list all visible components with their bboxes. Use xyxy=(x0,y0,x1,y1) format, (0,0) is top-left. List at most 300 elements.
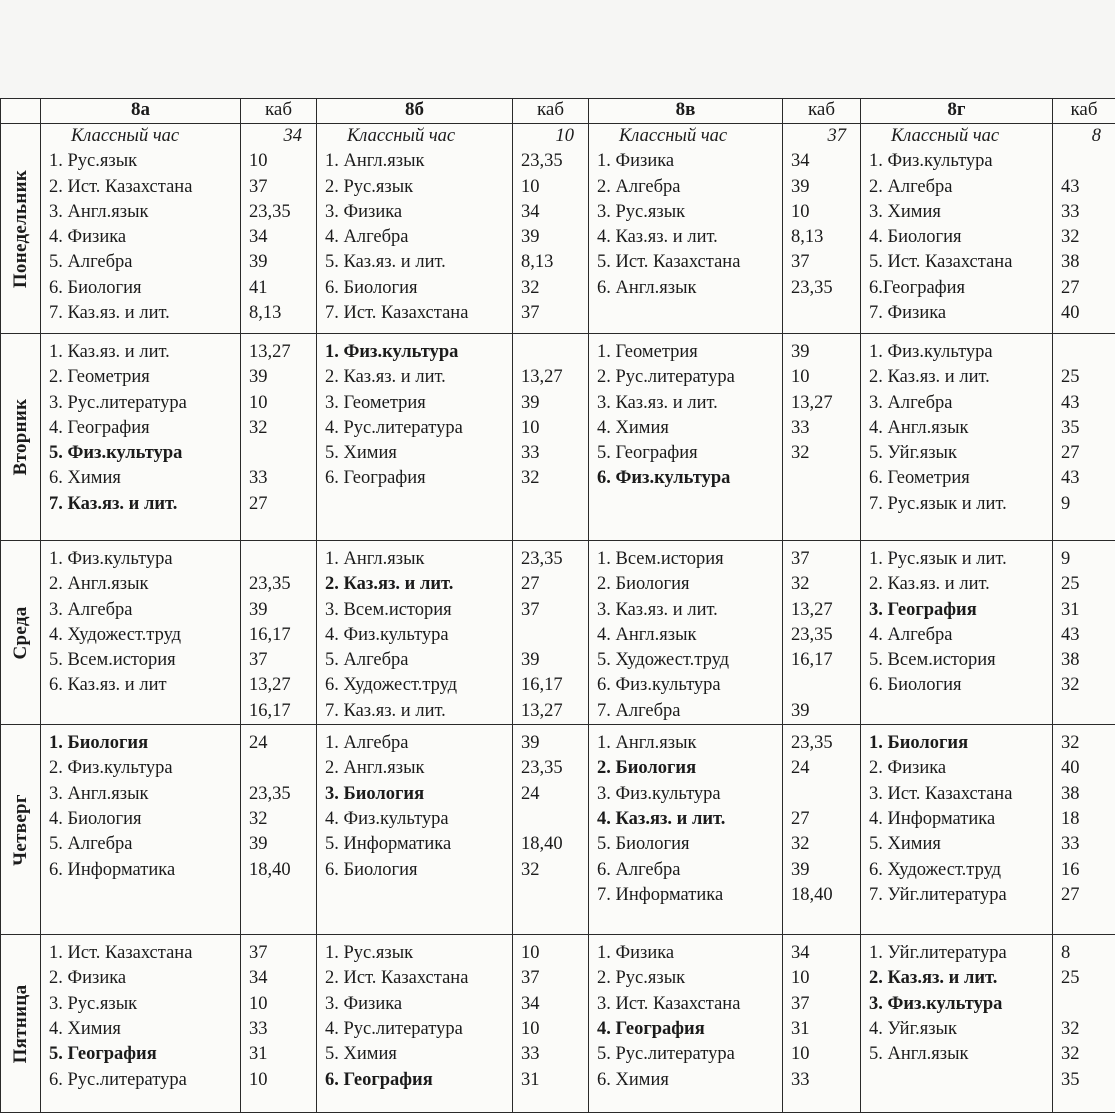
lesson-subject: 6. Химия xyxy=(597,1068,782,1093)
lesson-subject: 3. Физика xyxy=(325,992,512,1017)
lesson-room: 16,17 xyxy=(791,648,860,673)
lesson-room: 39 xyxy=(791,340,860,365)
lesson-room: 13,27 xyxy=(521,365,588,390)
lesson-room: 39 xyxy=(791,699,860,724)
lesson-room: 39 xyxy=(521,391,588,416)
homeroom-label: Классный час xyxy=(49,124,240,149)
lesson-subject: 5. Англ.язык xyxy=(869,1042,1052,1067)
lesson-subject: 3. Ист. Казахстана xyxy=(869,782,1052,807)
lesson-room: 38 xyxy=(1061,782,1115,807)
lesson-room: 24 xyxy=(249,731,316,756)
lesson-subject: 1. Рус.язык xyxy=(49,149,240,174)
lesson-room: 10 xyxy=(791,365,860,390)
lesson-room: 39 xyxy=(249,250,316,275)
lesson-subject: 4. Рус.литература xyxy=(325,1017,512,1042)
lesson-subject: 5. Алгебра xyxy=(325,648,512,673)
lesson-room: 38 xyxy=(1061,250,1115,275)
lesson-room xyxy=(249,756,316,781)
lesson-room: 10 xyxy=(521,175,588,200)
lesson-subject: 5. Химия xyxy=(325,441,512,466)
lesson-room: 38 xyxy=(1061,648,1115,673)
lesson-room: 8,13 xyxy=(521,250,588,275)
lesson-subject: 2. Каз.яз. и лит. xyxy=(325,365,512,390)
header-class-8v: 8в xyxy=(589,99,783,124)
lesson-room: 13,27 xyxy=(521,699,588,724)
lesson-room: 33 xyxy=(1061,200,1115,225)
lesson-room: 35 xyxy=(1061,416,1115,441)
lesson-room: 23,35 xyxy=(521,547,588,572)
rooms-cell-8v xyxy=(783,124,861,334)
lesson-subject: 3. Рус.язык xyxy=(597,200,782,225)
header-room-8g: каб xyxy=(1053,99,1115,124)
day-cell xyxy=(1,725,41,935)
lesson-subject: 6. Биология xyxy=(49,276,240,301)
lesson-subject: 1. Алгебра xyxy=(325,731,512,756)
lesson-room: 39 xyxy=(791,858,860,883)
lesson-subject: 2. Физ.культура xyxy=(49,756,240,781)
lesson-subject: 7. Ист. Казахстана xyxy=(325,301,512,326)
lesson-room: 23,35 xyxy=(521,149,588,174)
lesson-subject: 6. Биология xyxy=(325,276,512,301)
lesson-subject xyxy=(49,699,240,724)
lesson-room: 40 xyxy=(1061,301,1115,326)
lesson-subject: 4. Уйг.язык xyxy=(869,1017,1052,1042)
lesson-room: 33 xyxy=(521,1042,588,1067)
lesson-subject: 2. Физика xyxy=(869,756,1052,781)
rooms-cell-8g xyxy=(1053,935,1115,1113)
lesson-subject: 1. Геометрия xyxy=(597,340,782,365)
lesson-subject: 3. Химия xyxy=(869,200,1052,225)
subjects-cell-8g xyxy=(861,935,1053,1113)
lesson-room: 23,35 xyxy=(249,200,316,225)
lesson-subject: 2. Рус.язык xyxy=(325,175,512,200)
lesson-room: 39 xyxy=(249,365,316,390)
day-cell xyxy=(1,541,41,725)
lesson-subject: 3. Физика xyxy=(325,200,512,225)
lesson-subject: 5. Физ.культура xyxy=(49,441,240,466)
header-class-8g: 8г xyxy=(861,99,1053,124)
lesson-room: 10 xyxy=(249,149,316,174)
lesson-subject: 2. Каз.яз. и лит. xyxy=(869,365,1052,390)
lesson-room xyxy=(521,807,588,832)
lesson-room: 10 xyxy=(249,1068,316,1093)
lesson-subject: 5. География xyxy=(49,1042,240,1067)
lesson-subject: 1. Каз.яз. и лит. xyxy=(49,340,240,365)
lesson-room: 18,40 xyxy=(791,883,860,908)
lesson-room: 32 xyxy=(521,466,588,491)
lesson-subject: 6. Каз.яз. и лит xyxy=(49,673,240,698)
header-room-8v: каб xyxy=(783,99,861,124)
lesson-subject: 1. Биология xyxy=(49,731,240,756)
lesson-subject: 1. Физ.культура xyxy=(869,149,1052,174)
lesson-room xyxy=(791,782,860,807)
subjects-cell-8a xyxy=(41,124,241,334)
lesson-room: 31 xyxy=(1061,598,1115,623)
lesson-subject: 1. Физ.культура xyxy=(869,340,1052,365)
lesson-subject: 4. География xyxy=(49,416,240,441)
lesson-subject: 6. Геометрия xyxy=(869,466,1052,491)
lesson-room xyxy=(521,340,588,365)
lesson-subject: 2. Ист. Казахстана xyxy=(49,175,240,200)
lesson-subject: 3. Физ.культура xyxy=(597,782,782,807)
rooms-cell-8a xyxy=(241,725,317,935)
lesson-room: 18,40 xyxy=(521,832,588,857)
lesson-subject: 6. Биология xyxy=(325,858,512,883)
day-label: Среда xyxy=(10,606,32,659)
lesson-room: 32 xyxy=(791,572,860,597)
rooms-cell-8g xyxy=(1053,334,1115,541)
subjects-cell-8b xyxy=(317,124,513,334)
lesson-room xyxy=(249,441,316,466)
lesson-subject: 1. Рус.язык и лит. xyxy=(869,547,1052,572)
lesson-room: 32 xyxy=(1061,1042,1115,1067)
day-row xyxy=(1,935,1115,1113)
lesson-subject: 6. Англ.язык xyxy=(597,276,782,301)
lesson-room xyxy=(249,547,316,572)
lesson-room: 9 xyxy=(1061,492,1115,517)
lesson-subject: 7. Алгебра xyxy=(597,699,782,724)
lesson-room xyxy=(1061,149,1115,174)
lesson-subject: 2. Рус.язык xyxy=(597,966,782,991)
subjects-cell-8v xyxy=(589,541,783,725)
lesson-room: 33 xyxy=(791,416,860,441)
lesson-room: 33 xyxy=(249,1017,316,1042)
lesson-subject: 3. Физ.культура xyxy=(869,992,1052,1017)
lesson-room: 43 xyxy=(1061,391,1115,416)
subjects-cell-8a xyxy=(41,541,241,725)
lesson-room: 24 xyxy=(791,756,860,781)
rooms-cell-8b xyxy=(513,725,589,935)
lesson-subject: 5. География xyxy=(597,441,782,466)
lesson-subject: 2. Ист. Казахстана xyxy=(325,966,512,991)
lesson-room xyxy=(791,673,860,698)
lesson-subject: 4. Каз.яз. и лит. xyxy=(597,807,782,832)
lesson-room: 23,35 xyxy=(791,731,860,756)
day-label: Пятница xyxy=(10,984,32,1063)
lesson-room: 25 xyxy=(1061,365,1115,390)
lesson-room: 24 xyxy=(521,782,588,807)
lesson-room: 23,35 xyxy=(791,623,860,648)
lesson-subject: 6. Биология xyxy=(869,673,1052,698)
lesson-subject: 3. Англ.язык xyxy=(49,200,240,225)
lesson-room: 32 xyxy=(1061,673,1115,698)
lesson-room: 33 xyxy=(249,466,316,491)
day-label: Вторник xyxy=(10,399,32,476)
lesson-room: 10 xyxy=(791,1042,860,1067)
lesson-room: 32 xyxy=(1061,731,1115,756)
rooms-cell-8v xyxy=(783,935,861,1113)
lesson-room: 32 xyxy=(249,807,316,832)
subjects-cell-8v xyxy=(589,725,783,935)
lesson-room: 16,17 xyxy=(249,623,316,648)
lesson-subject: 1. Биология xyxy=(869,731,1052,756)
lesson-subject: 3. Англ.язык xyxy=(49,782,240,807)
lesson-subject: 2. Алгебра xyxy=(869,175,1052,200)
lesson-subject: 3. Каз.яз. и лит. xyxy=(597,598,782,623)
lesson-subject: 6. Рус.литература xyxy=(49,1068,240,1093)
lesson-subject: 4. Англ.язык xyxy=(597,623,782,648)
header-room-8a: каб xyxy=(241,99,317,124)
lesson-subject: 1. Физ.культура xyxy=(49,547,240,572)
lesson-subject: 1. Англ.язык xyxy=(597,731,782,756)
lesson-room: 43 xyxy=(1061,466,1115,491)
lesson-room: 33 xyxy=(521,441,588,466)
lesson-subject: 6. Информатика xyxy=(49,858,240,883)
subjects-cell-8g xyxy=(861,124,1053,334)
lesson-subject: 1. Физ.культура xyxy=(325,340,512,365)
lesson-room: 9 xyxy=(1061,547,1115,572)
lesson-subject: 5. Всем.история xyxy=(49,648,240,673)
lesson-room: 32 xyxy=(1061,225,1115,250)
lesson-room: 13,27 xyxy=(249,340,316,365)
lesson-room: 13,27 xyxy=(249,673,316,698)
lesson-room: 34 xyxy=(249,124,316,149)
rooms-cell-8a xyxy=(241,541,317,725)
lesson-subject: 7. Физика xyxy=(869,301,1052,326)
lesson-room: 33 xyxy=(791,1068,860,1093)
lesson-room: 27 xyxy=(1061,276,1115,301)
lesson-room: 16,17 xyxy=(521,673,588,698)
subjects-cell-8b xyxy=(317,725,513,935)
lesson-subject: 2. Геометрия xyxy=(49,365,240,390)
lesson-room: 10 xyxy=(521,416,588,441)
rooms-cell-8a xyxy=(241,124,317,334)
lesson-room: 13,27 xyxy=(791,598,860,623)
header-class-8a: 8а xyxy=(41,99,241,124)
lesson-room: 18 xyxy=(1061,807,1115,832)
header-class-8b: 8б xyxy=(317,99,513,124)
lesson-room: 34 xyxy=(791,149,860,174)
lesson-room: 10 xyxy=(249,992,316,1017)
rooms-cell-8v xyxy=(783,725,861,935)
lesson-subject: 2. Каз.яз. и лит. xyxy=(869,572,1052,597)
lesson-room: 16 xyxy=(1061,858,1115,883)
lesson-room: 32 xyxy=(791,832,860,857)
lesson-room: 35 xyxy=(1061,1068,1115,1093)
rooms-cell-8g xyxy=(1053,541,1115,725)
rooms-cell-8a xyxy=(241,334,317,541)
lesson-room: 34 xyxy=(791,941,860,966)
subjects-cell-8g xyxy=(861,334,1053,541)
lesson-room xyxy=(521,623,588,648)
lesson-room: 39 xyxy=(521,731,588,756)
subjects-cell-8a xyxy=(41,334,241,541)
lesson-subject: 5. Уйг.язык xyxy=(869,441,1052,466)
lesson-room xyxy=(1061,340,1115,365)
lesson-subject: 4. Каз.яз. и лит. xyxy=(597,225,782,250)
lesson-subject: 1. Физика xyxy=(597,941,782,966)
lesson-room: 37 xyxy=(791,547,860,572)
lesson-subject: 6. Художест.труд xyxy=(869,858,1052,883)
lesson-room: 40 xyxy=(1061,756,1115,781)
lesson-subject: 2. Физика xyxy=(49,966,240,991)
lesson-subject: 1. Рус.язык xyxy=(325,941,512,966)
lesson-subject: 4. Алгебра xyxy=(869,623,1052,648)
lesson-subject: 1. Англ.язык xyxy=(325,149,512,174)
lesson-room xyxy=(1061,992,1115,1017)
lesson-subject: 3. Рус.литература xyxy=(49,391,240,416)
lesson-room: 23,35 xyxy=(249,782,316,807)
lesson-subject: 3. Алгебра xyxy=(49,598,240,623)
lesson-room xyxy=(791,466,860,491)
lesson-subject: 5. Химия xyxy=(325,1042,512,1067)
lesson-room: 37 xyxy=(249,941,316,966)
lesson-subject: 2. Биология xyxy=(597,756,782,781)
schedule-body xyxy=(1,124,1115,1113)
lesson-room: 25 xyxy=(1061,966,1115,991)
lesson-room: 10 xyxy=(249,391,316,416)
lesson-room: 37 xyxy=(249,648,316,673)
lesson-room: 8 xyxy=(1061,124,1115,149)
lesson-subject: 2. Биология xyxy=(597,572,782,597)
lesson-subject: 7. Информатика xyxy=(597,883,782,908)
lesson-subject: 6. География xyxy=(325,466,512,491)
lesson-subject: 4. Рус.литература xyxy=(325,416,512,441)
lesson-subject: 5. Информатика xyxy=(325,832,512,857)
lesson-subject: 4. Химия xyxy=(597,416,782,441)
lesson-subject: 2. Каз.яз. и лит. xyxy=(869,966,1052,991)
day-row xyxy=(1,541,1115,725)
lesson-subject: 2. Англ.язык xyxy=(49,572,240,597)
subjects-cell-8g xyxy=(861,541,1053,725)
lesson-subject: 5. Всем.история xyxy=(869,648,1052,673)
lesson-subject: 6. География xyxy=(325,1068,512,1093)
lesson-room: 37 xyxy=(521,598,588,623)
lesson-room: 37 xyxy=(521,301,588,326)
lesson-room: 32 xyxy=(249,416,316,441)
lesson-subject: 4. Физ.культура xyxy=(325,807,512,832)
lesson-subject: 3. Ист. Казахстана xyxy=(597,992,782,1017)
lesson-room: 37 xyxy=(791,124,860,149)
lesson-subject: 7. Каз.яз. и лит. xyxy=(49,492,240,517)
lesson-subject: 1. Англ.язык xyxy=(325,547,512,572)
lesson-room: 43 xyxy=(1061,623,1115,648)
subjects-cell-8a xyxy=(41,725,241,935)
subjects-cell-8b xyxy=(317,541,513,725)
rooms-cell-8g xyxy=(1053,725,1115,935)
rooms-cell-8v xyxy=(783,334,861,541)
lesson-subject: 3. Всем.история xyxy=(325,598,512,623)
lesson-subject: 2. Рус.литература xyxy=(597,365,782,390)
day-row xyxy=(1,334,1115,541)
lesson-room: 23,35 xyxy=(791,276,860,301)
lesson-subject: 2. Алгебра xyxy=(597,175,782,200)
day-cell xyxy=(1,935,41,1113)
subjects-cell-8v xyxy=(589,935,783,1113)
lesson-subject: 7. Рус.язык и лит. xyxy=(869,492,1052,517)
header-corner xyxy=(1,99,41,124)
lesson-subject: 5. Алгебра xyxy=(49,832,240,857)
lesson-room: 27 xyxy=(1061,883,1115,908)
lesson-room: 10 xyxy=(791,200,860,225)
day-label: Понедельник xyxy=(10,169,32,287)
lesson-subject: 1. Всем.история xyxy=(597,547,782,572)
lesson-subject: 5. Химия xyxy=(869,832,1052,857)
rooms-cell-8b xyxy=(513,124,589,334)
lesson-room: 10 xyxy=(521,1017,588,1042)
lesson-room: 27 xyxy=(791,807,860,832)
lesson-room: 13,27 xyxy=(791,391,860,416)
lesson-subject: 6. Химия xyxy=(49,466,240,491)
homeroom-label: Классный час xyxy=(869,124,1052,149)
subjects-cell-8v xyxy=(589,124,783,334)
subjects-cell-8b xyxy=(317,935,513,1113)
lesson-room: 32 xyxy=(1061,1017,1115,1042)
lesson-room: 27 xyxy=(249,492,316,517)
lesson-room: 23,35 xyxy=(521,756,588,781)
lesson-room: 32 xyxy=(791,441,860,466)
day-row xyxy=(1,124,1115,334)
lesson-subject: 6. Физ.культура xyxy=(597,673,782,698)
lesson-subject: 3. Геометрия xyxy=(325,391,512,416)
lesson-room: 39 xyxy=(521,225,588,250)
lesson-room: 39 xyxy=(791,175,860,200)
lesson-subject: 3. Каз.яз. и лит. xyxy=(597,391,782,416)
lesson-subject: 7. Каз.яз. и лит. xyxy=(325,699,512,724)
subjects-cell-8a xyxy=(41,935,241,1113)
lesson-room: 31 xyxy=(791,1017,860,1042)
lesson-subject xyxy=(869,1068,1052,1093)
lesson-room: 8 xyxy=(1061,941,1115,966)
lesson-subject: 5. Алгебра xyxy=(49,250,240,275)
lesson-subject: 3. География xyxy=(869,598,1052,623)
day-cell xyxy=(1,334,41,541)
lesson-subject: 4. Химия xyxy=(49,1017,240,1042)
subjects-cell-8b xyxy=(317,334,513,541)
lesson-room: 37 xyxy=(521,966,588,991)
header-room-8b: каб xyxy=(513,99,589,124)
day-row xyxy=(1,725,1115,935)
day-label: Четверг xyxy=(10,794,32,866)
lesson-room: 27 xyxy=(1061,441,1115,466)
lesson-subject: 4. Алгебра xyxy=(325,225,512,250)
rooms-cell-8v xyxy=(783,541,861,725)
rooms-cell-8b xyxy=(513,334,589,541)
lesson-subject: 4. Информатика xyxy=(869,807,1052,832)
lesson-room: 18,40 xyxy=(249,858,316,883)
lesson-subject: 5. Ист. Казахстана xyxy=(597,250,782,275)
lesson-room: 34 xyxy=(249,225,316,250)
rooms-cell-8a xyxy=(241,935,317,1113)
lesson-room: 37 xyxy=(791,250,860,275)
lesson-room: 8,13 xyxy=(791,225,860,250)
lesson-room: 39 xyxy=(521,648,588,673)
lesson-subject: 4. География xyxy=(597,1017,782,1042)
lesson-room: 39 xyxy=(249,832,316,857)
lesson-room: 31 xyxy=(521,1068,588,1093)
lesson-subject: 2. Англ.язык xyxy=(325,756,512,781)
lesson-room: 10 xyxy=(521,941,588,966)
homeroom-label: Классный час xyxy=(325,124,512,149)
lesson-room: 16,17 xyxy=(249,699,316,724)
lesson-room: 10 xyxy=(791,966,860,991)
lesson-subject: 2. Каз.яз. и лит. xyxy=(325,572,512,597)
lesson-subject: 5. Художест.труд xyxy=(597,648,782,673)
lesson-subject: 3. Биология xyxy=(325,782,512,807)
lesson-room: 10 xyxy=(521,124,588,149)
lesson-subject: 4. Англ.язык xyxy=(869,416,1052,441)
lesson-subject: 4. Биология xyxy=(869,225,1052,250)
lesson-room: 25 xyxy=(1061,572,1115,597)
lesson-subject: 1. Физика xyxy=(597,149,782,174)
lesson-room: 39 xyxy=(249,598,316,623)
lesson-room: 31 xyxy=(249,1042,316,1067)
lesson-room: 34 xyxy=(521,200,588,225)
lesson-subject: 6. Художест.труд xyxy=(325,673,512,698)
rooms-cell-8b xyxy=(513,541,589,725)
subjects-cell-8v xyxy=(589,334,783,541)
lesson-subject: 6.География xyxy=(869,276,1052,301)
